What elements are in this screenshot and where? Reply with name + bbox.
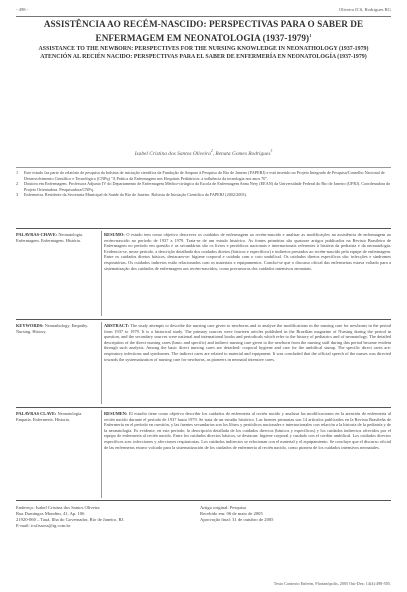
title-portuguese	[16, 19, 391, 44]
footnote-text: Doutora em Enfermagem. Professora Adjunto IV do Departamento de Enfermagem Médico-cirúrgica da Escola de Enfermagem Anna Nery (EEAN) da Universidade Federal do Rio de Janeiro (UFRJ). Coordenadora do Projeto Orientadora. Pesquisadora/CNPq.	[24, 181, 391, 192]
footnote-number: 3	[16, 192, 19, 198]
address-line: 21920-060 – Tauá, Ilha do Governador, Rio de Janeiro, RJ.	[16, 517, 125, 522]
address-line: Rua Domingos Mondim, 41, Ap. 106	[16, 511, 85, 516]
abstract-label: RESUMO:	[104, 232, 125, 237]
footnote-text: Este estudo faz parte do relatório de pesquisa da bolsista de iniciação científica da Fundação de Amparo à Pesquisa do Rio de Janeiro (FAPERJ) e está inserido no Projeto Integrado de Pesquisa/Conselho Nacional de Desenvolvimento Científico e Tecnológico (CNPq) "A Prática da Enfermagem nos Hospitais Pediátricos: a influência da tecnologia nos anos 70".	[24, 170, 385, 181]
abstract-section-portuguese	[16, 228, 391, 318]
title-footnote-mark: 1	[309, 33, 312, 38]
author-separator: ,	[212, 150, 216, 157]
page-number: - 498 -	[16, 7, 29, 12]
abstract-text: El estudio tiene como objetivo describir los cuidados de enfermería al recién nacido y analizar las modificaciones en la atención de enfermería al recién nacido durante el período de 1937 hasta 1979. Se trata de un estudio histórico. Las fuentes primarias son 14 artículos publicados en la Revista Brasileña de Enfermería en el período en cuestión, y las fuentes secundarias son los libros y periódicos nacionales e internacionales con relación a la historia de la pediatría y de la neonatología. Es evidente, en este período, la descripción detallada de los cuidados directos (básicos y específicos) y los cuidados indirectos ofrecidos por el equipo de enfermería al recién nacido. Entre los cuidados directos básicos, se destacan: higiene corporal y cuidado con el cordón umbilical. Los cuidados directos específicos son: infecciones y afecciones respiratorias. Los cuidados indirectos se relacionan con el material y el equipamiento. Se concluye que el discurso oficial de las enfermeras estuvo volcado para la sistematización de los cuidados de enfermería al recién nacido, como pionera de los cuidados intensivos neonatales.	[104, 411, 391, 450]
author-1-mark: 2	[210, 149, 213, 153]
keywords-text: Neonatologia. Enfermagem. Enfermagem. História.	[16, 232, 84, 243]
abstract-english	[104, 323, 391, 362]
abstract-text: O estudo tem como objetivo descrever os cuidados de enfermagem ao recém-nascido e analisar as modificações na assistência de enfermagem ao recém-nascido no período de 1937 a 1979. Trata-se de um estudo histórico. As fontes primárias são quatorze artigos publicados na Revista Brasileira de Enfermagem no período em questão e as secundárias são os livros e periódicos nacionais e internacionais referentes à história da pediatria e da neonatologia. Evidencia-se, nesse período, a descrição detalhada dos cuidados diretos (básicos e específicos) e indiretos prestados ao recém-nascido pela equipe de enfermagem. Entre os cuidados diretos básicos, destacam-se: higiene corporal e cuidado com o coto umbilical. Os cuidados diretos específicos são: infecções e síndromes respiratórias. Os cuidados indiretos estão relacionados com os materiais e equipamentos. Conclui-se que o discurso oficial das enfermeiras estava voltado para a sistematização dos cuidados de enfermagem aos recém-nascidos, como precursoras dos cuidados intensivos neonatais.	[104, 232, 391, 271]
column-divider	[101, 231, 102, 316]
journal-citation-footer: Texto Contexto Enferm, Florianópolis, 2005 Out-Dez; 14(4):498-505.	[273, 581, 391, 586]
keywords-portuguese	[16, 232, 98, 243]
abstract-label: ABSTRACT:	[104, 323, 130, 328]
footnote-number: 2	[16, 181, 19, 187]
author-2: Renata Gomes Rodrigues	[215, 150, 271, 157]
title-block	[16, 19, 391, 61]
title-spanish: ATENCIÓN AL RECIÉN NACIDO: PERSPECTIVAS PARA EL SABER DE ENFERMERÍA EN NEONATOLOGÍA (1937-1979)	[40, 54, 367, 61]
received-date: Recebido em: 06 de maio de 2005	[200, 511, 263, 516]
author-1: Isabel Cristina dos Santos Oliveira	[134, 150, 211, 157]
footnote-number: 1	[16, 170, 19, 175]
running-head-authors: Oliveira ICS, Rodrigues RG	[338, 7, 391, 12]
abstract-section-english	[16, 319, 391, 406]
footnote	[16, 192, 391, 198]
keywords-text: Neonatología. Empatía. Enfermería. Historia.	[16, 411, 83, 422]
footnote	[16, 181, 391, 192]
abstract-portuguese	[104, 232, 391, 271]
email-line: E-mail: icsfisaoss@ig.com.br	[16, 523, 71, 528]
footnotes	[16, 170, 391, 198]
abstract-spanish	[104, 411, 391, 450]
column-divider	[101, 410, 102, 498]
approval-date: Aprovação final: 31 de outubro de 2005	[200, 517, 274, 522]
footnotes-divider	[16, 167, 391, 168]
keywords-text: Neonathology. Empathy. Nursing. History.	[16, 323, 89, 334]
abstract-label: RESUMEN:	[104, 411, 128, 416]
running-header	[16, 7, 391, 15]
title-english: ASSISTANCE TO THE NEWBORN: PERSPECTIVES FOR THE NURSING KNOWLEDGE IN NEONATHOLOGY (1937-1979)	[38, 46, 369, 53]
keywords-english	[16, 323, 98, 334]
keywords-label: PALAVRAS CLAVE:	[16, 411, 57, 416]
article-type: Artigo original: Pesquisa	[200, 505, 246, 510]
correspondence-address	[16, 505, 196, 529]
footnote-text: Enfermeira. Residente da Secretaria Municipal de Saúde do Rio de Janeiro. Bolsista de Iniciação Científica da FAPERJ (2002/2003).	[24, 192, 247, 198]
header-divider	[16, 16, 391, 17]
abstract-bottom-divider	[16, 500, 391, 501]
abstract-section-spanish	[16, 407, 391, 500]
column-divider	[101, 322, 102, 404]
authors-line	[16, 149, 391, 157]
keywords-spanish	[16, 411, 98, 422]
address-line: Endereço: Isabel Cristina dos Santos Oliveira	[16, 505, 100, 510]
keywords-label: KEYWORDS:	[16, 323, 44, 328]
keywords-label: PALAVRAS-CHAVE:	[16, 232, 58, 237]
article-info	[200, 505, 390, 523]
abstract-text: The study attempts to describe the nursing care given to newborns and to analyze the modifications in the nursing care for newborns in the period from 1937 to 1979. It is a historical study. The primary sources were fourteen articles published in the Brazilian magazine of Nursing during the period in question, and the secondary sources were national and international books and periodicals which refer to the history of pediatrics and of neonatology. The detailed description of the direct nursing cares (basic and specific) and indirect nursing care given to the newborn from the nursing staff during this period became evident through such analysis. Among the basic direct nursing cares are detached: corporal hygiene and care for the umbilical stump. The specific direct cares are: respiratory infections and syndromes. The indirect cares are related to material and equipment. It was concluded that the official speech of the nurses was directed towards the systematization of nursing care for newborns, as pioneers in neonatal intensive cares.	[104, 323, 391, 362]
author-2-mark: 3	[270, 149, 273, 153]
footnote	[16, 170, 391, 181]
title-portuguese-text: ASSISTÊNCIA AO RECÉM-NASCIDO: PERSPECTIVAS PARA O SABER DE ENFERMAGEM EM NEONATOLOGIA (1937-1979)	[43, 19, 364, 44]
